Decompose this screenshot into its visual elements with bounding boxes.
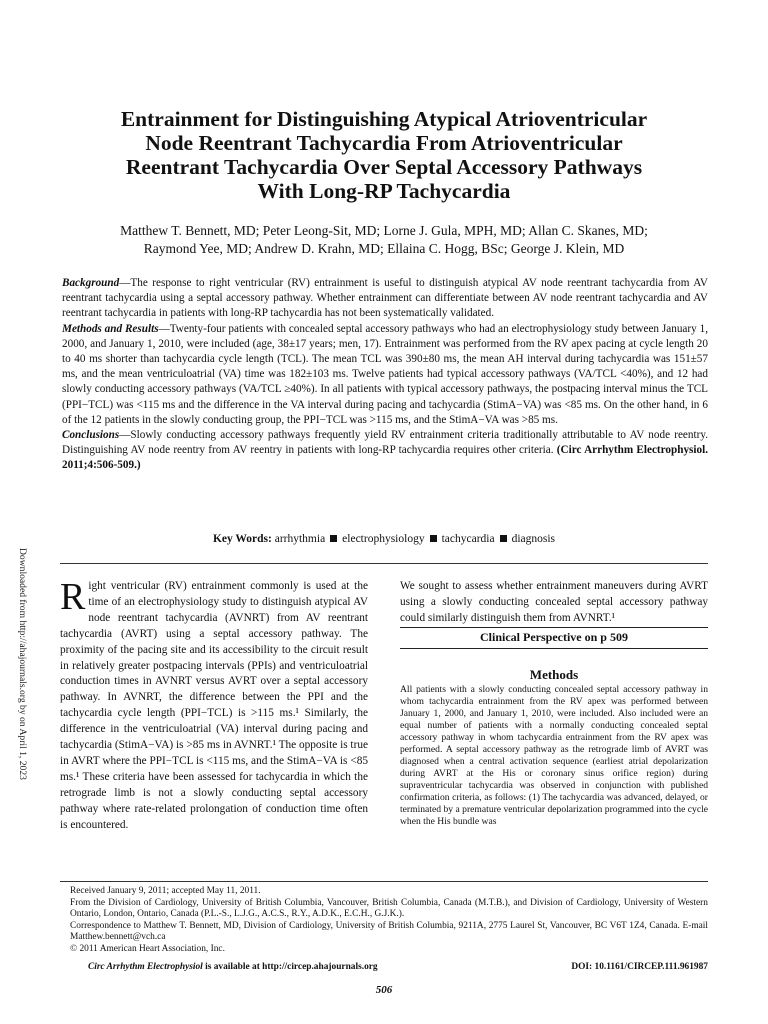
page-number: 506: [375, 984, 393, 996]
abstract-methods: [62, 322, 708, 428]
section-divider: [60, 563, 708, 564]
aim-paragraph: We sought to assess whether entrainment maneuvers during AVRT using a slowly conducting concealed septal accessory pathway could similarly distinguish them from AVNRT.¹: [400, 580, 708, 624]
keyword: tachycardia: [441, 533, 495, 545]
keywords: [0, 533, 768, 545]
author-list: [60, 222, 708, 258]
abstract-conclusions-text: —Slowly conducting accessory pathways frequently yield RV entrainment criteria traditionally attributable to AV node reentry. Distinguishing AV node reentry from AV reentry in patients with long-RP tachycardia requires other criteria.: [62, 429, 708, 457]
download-stamp-text: Downloaded from http://ahajournals.org by on April 1, 2023: [17, 548, 28, 780]
title-line: Reentrant Tachycardia Over Septal Accessory Pathways: [125, 155, 643, 179]
square-bullet-icon: [500, 535, 507, 542]
clinical-box-bottom-rule: [400, 648, 708, 649]
abstract-background-head: Background: [62, 277, 120, 289]
title-line: Node Reentrant Tachycardia From Atrioventricular: [145, 131, 623, 155]
body-left-column: [60, 576, 368, 834]
square-bullet-icon: [430, 535, 437, 542]
clinical-perspective-link[interactable]: Clinical Perspective on p 509: [480, 630, 628, 644]
journal-name: Circ Arrhythm Electrophysiol: [88, 962, 203, 972]
abstract-conclusions-head: Conclusions: [62, 429, 120, 442]
drop-cap: R: [60, 576, 86, 618]
author-line: Matthew T. Bennett, MD; Peter Leong-Sit, MD; Lorne J. Gula, MPH, MD; Allan C. Skanes, MD;: [120, 223, 648, 238]
keyword: electrophysiology: [342, 533, 425, 545]
journal-url[interactable]: is available at http://circep.ahajournals.org: [202, 962, 378, 972]
square-bullet-icon: [330, 535, 337, 542]
methods-text: All patients with a slowly conducting concealed septal accessory pathway in whom tachycardia entrainment from the RV apex was performed between January 1, 2000, and January 1, 2010, were included. Also included were an equal number of patients with a normally conducting concealed septal accessory pathway in whom tachycardia entrainment from the RV apex was performed. A septal accessory pathway as the retrograde limb of AVRT was diagnosed when a central activation sequence (earliest atrial depolarization during AVRT at the His or coronary sinus orifice region) during supraventricular tachycardia was observed in conjunction with published confirmation criteria, as follows: (1) The tachycardia was advanced, delayed, or terminated by a premature ventricular depolarization programmed into the cycle when the His bundle was: [400, 684, 708, 827]
download-stamp: [18, 548, 36, 1018]
footnote-affiliations: From the Division of Cardiology, University of British Columbia, Vancouver, British Columbia, Canada (M.T.B.), and Division of Cardiology, University of Western Ontario, London, Ontario, Canada (P.L.-S., L.J.G., A.C.S., R.Y., A.D.K., E.C.H., G.J.K.).: [70, 897, 708, 920]
abstract-conclusions: [62, 428, 708, 474]
abstract-methods-head: Methods and Results: [62, 322, 159, 335]
footnote-divider: [60, 881, 708, 882]
intro-text: ight ventricular (RV) entrainment commonly is used at the time of an electrophysiology study to distinguish atypical AV node reentrant tachycardia (AVNRT) from AV reentrant tachycardia (AVRT) using a septal accessory pathway. The proximity of the pacing site and its accessibility to the circuit result in relatively greater postpacing intervals (PPIs) and ventriculoatrial conduction times in AVNRT versus AVRT over a septal accessory pathway. In AVNRT, the difference between the PPI and the tachycardia cycle length (PPI−TCL) is >115 ms.¹ Similarly, the difference in the ventriculoatrial (VA) interval during pacing and tachycardia (StimA−VA) is >85 ms in AVNRT.¹ The opposite is true in AVRT where the PPI−TCL is <115 ms, and the StimA−VA is <85 ms.¹ These criteria have been assessed for tachycardia in which the retrograde limb is not a slowly conducting septal accessory pathway where rate-related prolongation of conduction time often is encountered.: [60, 580, 368, 831]
doi[interactable]: DOI: 10.1161/CIRCEP.111.961987: [571, 962, 708, 972]
keywords-label: Key Words:: [212, 533, 272, 545]
title-line: Entrainment for Distinguishing Atypical Atrioventricular: [120, 107, 648, 131]
author-line: Raymond Yee, MD; Andrew D. Krahn, MD; Ellaina C. Hogg, BSc; George J. Klein, MD: [143, 241, 625, 256]
abstract-citation: (Circ Arrhythm Electrophysiol. 2011;4:506-509.): [62, 444, 709, 472]
abstract-background-text: —The response to right ventricular (RV) entrainment is useful to distinguish atypical AV node reentrant tachycardia from AV reentrant tachycardia using a septal accessory pathway. Whether entrainment can differentiate between AV node reentrant tachycardia and AV reentrant tachycardia in patients with long-RP tachycardia has not been systematically validated.: [62, 277, 708, 320]
title-line: With Long-RP Tachycardia: [257, 179, 511, 203]
clinical-box-top-rule: [400, 627, 708, 628]
abstract-methods-text: —Twenty-four patients with concealed septal accessory pathways who had an electrophysiology study between January 1, 2000, and January 1, 2010, were included (age, 38±17 years; men, 17). Entrainment was performed from the RV apex pacing at cycle length 20 to 40 ms shorter than tachycardia cycle length (TCL). The mean TCL was 390±80 ms, the mean AH interval during tachycardia was 151±57 ms, and the mean ventriculoatrial (VA) time was 182±103 ms. Twelve patients had typical accessory pathways (VA/TCL <40%), and 12 had slowly conducting accessory pathways (VA/TCL ≥40%). In all patients with typical accessory pathways, the postpacing interval minus the TCL (PPI−TCL) was <115 ms and the difference in the VA interval during pacing and tachycardia (StimA−VA) was <85 ms. On the other hand, in 6 of the 12 patients in the slowly conducting group, the PPI−TCL was >115 ms, and the StimA−VA was >85 ms.: [62, 322, 708, 426]
footnote-correspondence: Correspondence to Matthew T. Bennett, MD, Division of Cardiology, University of British Columbia, 9211A, 2775 Laurel St, Vancouver, BC V6T 1Z4, Canada. E-mail Matthew.bennett@vch.ca: [70, 920, 708, 943]
intro-paragraph: [60, 576, 368, 834]
keyword: arrhythmia: [274, 533, 326, 545]
journal-availability: [88, 962, 378, 972]
footnotes: [60, 886, 708, 956]
body-right-column: [400, 579, 708, 627]
keyword: diagnosis: [511, 533, 556, 545]
footnote-received: Received January 9, 2011; accepted May 11, 2011.: [70, 886, 261, 896]
abstract: [62, 276, 708, 474]
methods-heading: Methods: [529, 667, 579, 682]
footnote-copyright: © 2011 American Heart Association, Inc.: [70, 943, 225, 954]
article-title: [60, 107, 708, 203]
methods-section: [400, 684, 708, 828]
abstract-background: [62, 276, 708, 322]
